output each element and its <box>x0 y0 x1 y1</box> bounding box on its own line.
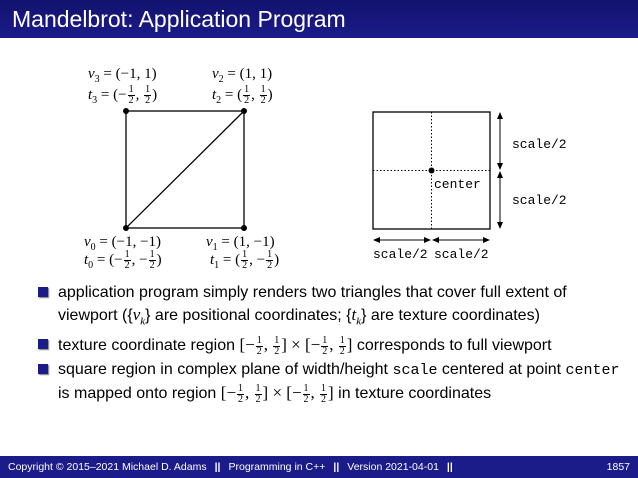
footer-page-number: 1857 <box>606 461 630 473</box>
label-t2: $t_2$ = ( $\frac{1}{2}$ , $\frac{1}{2}$ ) <box>212 84 273 106</box>
label-v1: $v_1 = (1$, −1) <box>206 234 275 253</box>
footer-bar: Copyright © 2015–2021 Michael D. Adams || Programming in C++ || Version 2021-04-01 || 1857 <box>0 456 638 478</box>
footer-copyright: Copyright © 2015–2021 Michael D. Adams <box>8 461 207 473</box>
scale-label-right: scale/2 <box>434 247 489 262</box>
diagonal-line <box>126 111 244 228</box>
scale-label-upper: scale/2 <box>512 137 567 152</box>
label-t3: $t_3$ = (− $\frac{1}{2}$ , $\frac{1}{2}$ ) <box>88 84 158 106</box>
bullet-list <box>38 282 628 407</box>
bullet-1: application program simply renders two triangles that cover full extent of viewport ($\{v_k\}$ are positional coordinates; $\{t_k\}$ are texture coordinates) <box>38 282 628 332</box>
footer-course: Programming in C++ <box>228 461 326 473</box>
center-dot <box>429 168 435 174</box>
label-v2: $v_2 = (1$, 1) <box>212 66 273 85</box>
vertex-dot-v1 <box>241 225 247 231</box>
scale-label-left: scale/2 <box>373 247 428 262</box>
label-t0: $t_0$ = (− $\frac{1}{2}$ , − $\frac{1}{2}$ ) <box>84 249 162 271</box>
scale-label-lower: scale/2 <box>512 193 567 208</box>
label-v3: $v_3 = (-1$, 1) <box>88 66 157 85</box>
slide-title: Mandelbrot: Application Program <box>0 0 638 38</box>
label-v0: $v_0 = (-1$, −1) <box>84 234 162 253</box>
footer-version: Version 2021-04-01 <box>347 461 439 473</box>
vertex-dot-v3 <box>123 108 129 114</box>
bullet-2: texture coordinate region [− $\frac{1}{2}$ , $\frac{1}{2}$ ] × [− $\frac{1}{2}$ , $\frac{1}{2}$ ] corresponds to full viewport <box>38 334 628 357</box>
center-label: center <box>434 177 481 192</box>
bullet-marker-icon <box>38 339 48 349</box>
bullet-3: square region in complex plane of width/height scale centered at point center is mapped onto region [− $\frac{1}{2}$ , $\frac{1}{2}$ ] × [− $\frac{1}{2}$ , $\frac{1}{2}$ ] in texture coordinates <box>38 359 628 405</box>
vertex-dot-v0 <box>123 225 129 231</box>
vertex-dot-v2 <box>241 108 247 114</box>
label-t1: $t_1$ = ( $\frac{1}{2}$ , − $\frac{1}{2}$ ) <box>210 249 280 271</box>
bullet-marker-icon <box>38 287 48 297</box>
bullet-marker-icon <box>38 364 48 374</box>
